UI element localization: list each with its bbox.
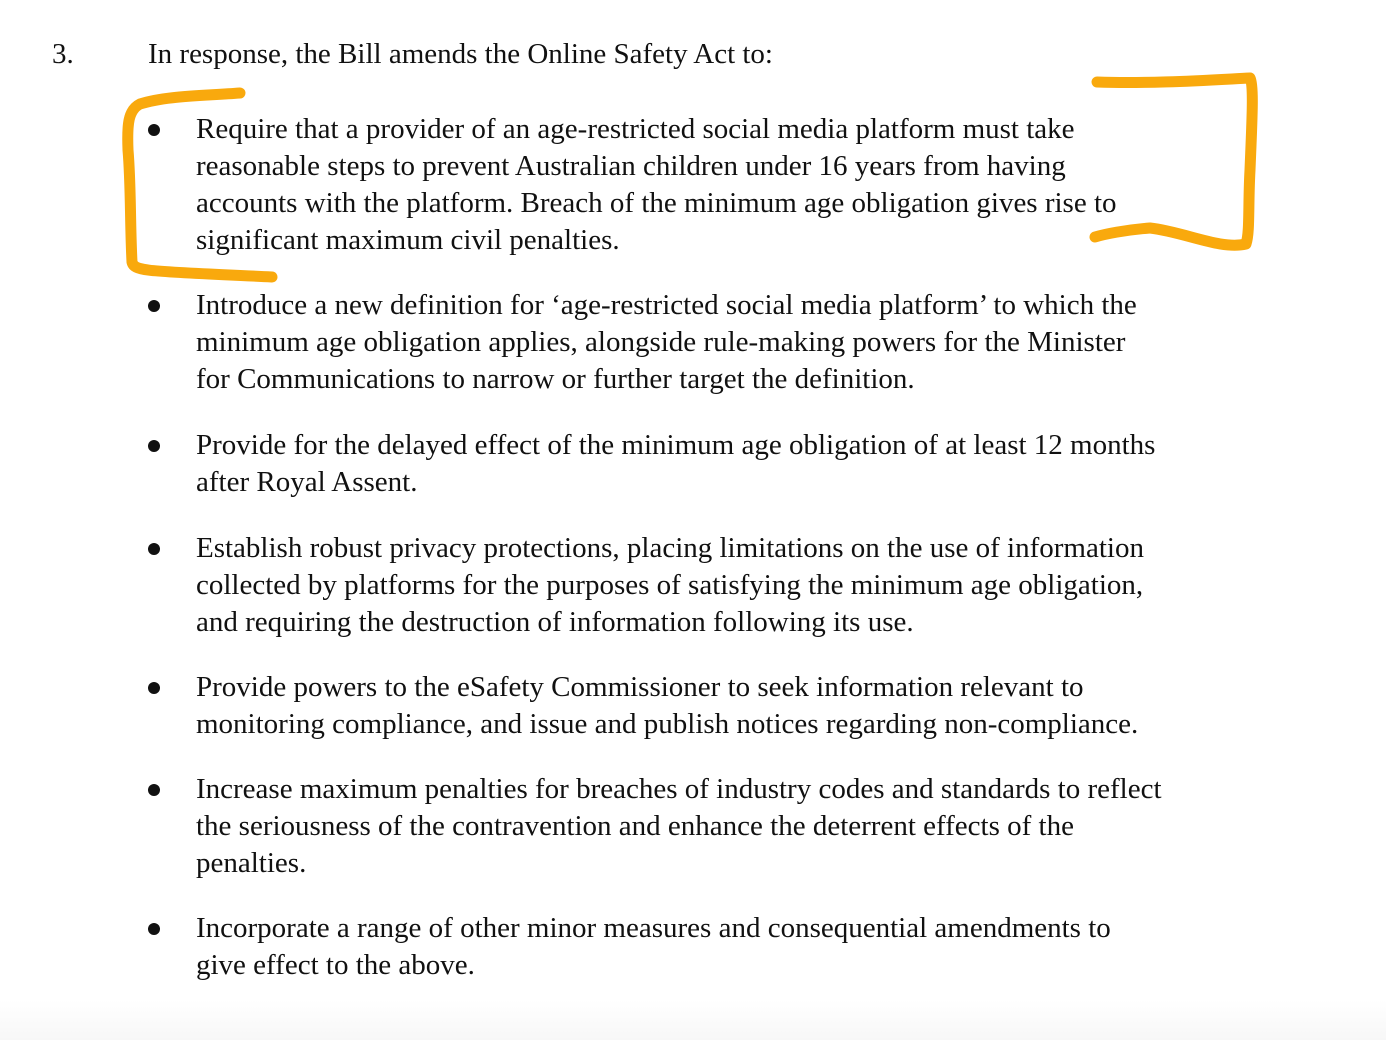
bullet-icon [148,543,160,555]
list-item-text: Provide powers to the eSafety Commissioner to seek information relevant to monitoring compliance, and issue and publish notices regarding non-compliance. [196,671,1139,740]
list-item-text: Establish robust privacy protections, placing limitations on the use of information collected by platforms for the purposes of satisfying the minimum age obligation, and requiring the destruction of information following its use. [196,532,1144,638]
list-item-text: Increase maximum penalties for breaches of industry codes and standards to reflect the seriousness of the contravention and enhance the deterrent effects of the penalties. [196,773,1162,879]
bullet-icon [148,682,160,694]
list-item-text: Incorporate a range of other minor measures and consequential amendments to give effect to the above. [196,912,1111,981]
bullet-icon [148,440,160,452]
list-item-text: Introduce a new definition for ‘age-restricted social media platform’ to which the minimum age obligation applies, alongside rule-making powers for the Minister for Communications to narrow or further target the definition. [196,289,1137,395]
bullet-icon [148,923,160,935]
paragraph-number: 3. [52,38,74,70]
bullet-icon [148,784,160,796]
paragraph-intro: In response, the Bill amends the Online Safety Act to: [148,38,773,70]
bullet-icon [148,300,160,312]
list-item-text: Require that a provider of an age-restricted social media platform must take reasonable steps to prevent Australian children under 16 years from having accounts with the platform. Breach of the minimum age obligation gives rise to significant maximum civil penalties. [196,113,1117,256]
bullet-icon [148,124,160,136]
list-item-text: Provide for the delayed effect of the minimum age obligation of at least 12 months after Royal Assent. [196,429,1156,498]
page-bottom-edge [0,1000,1386,1040]
